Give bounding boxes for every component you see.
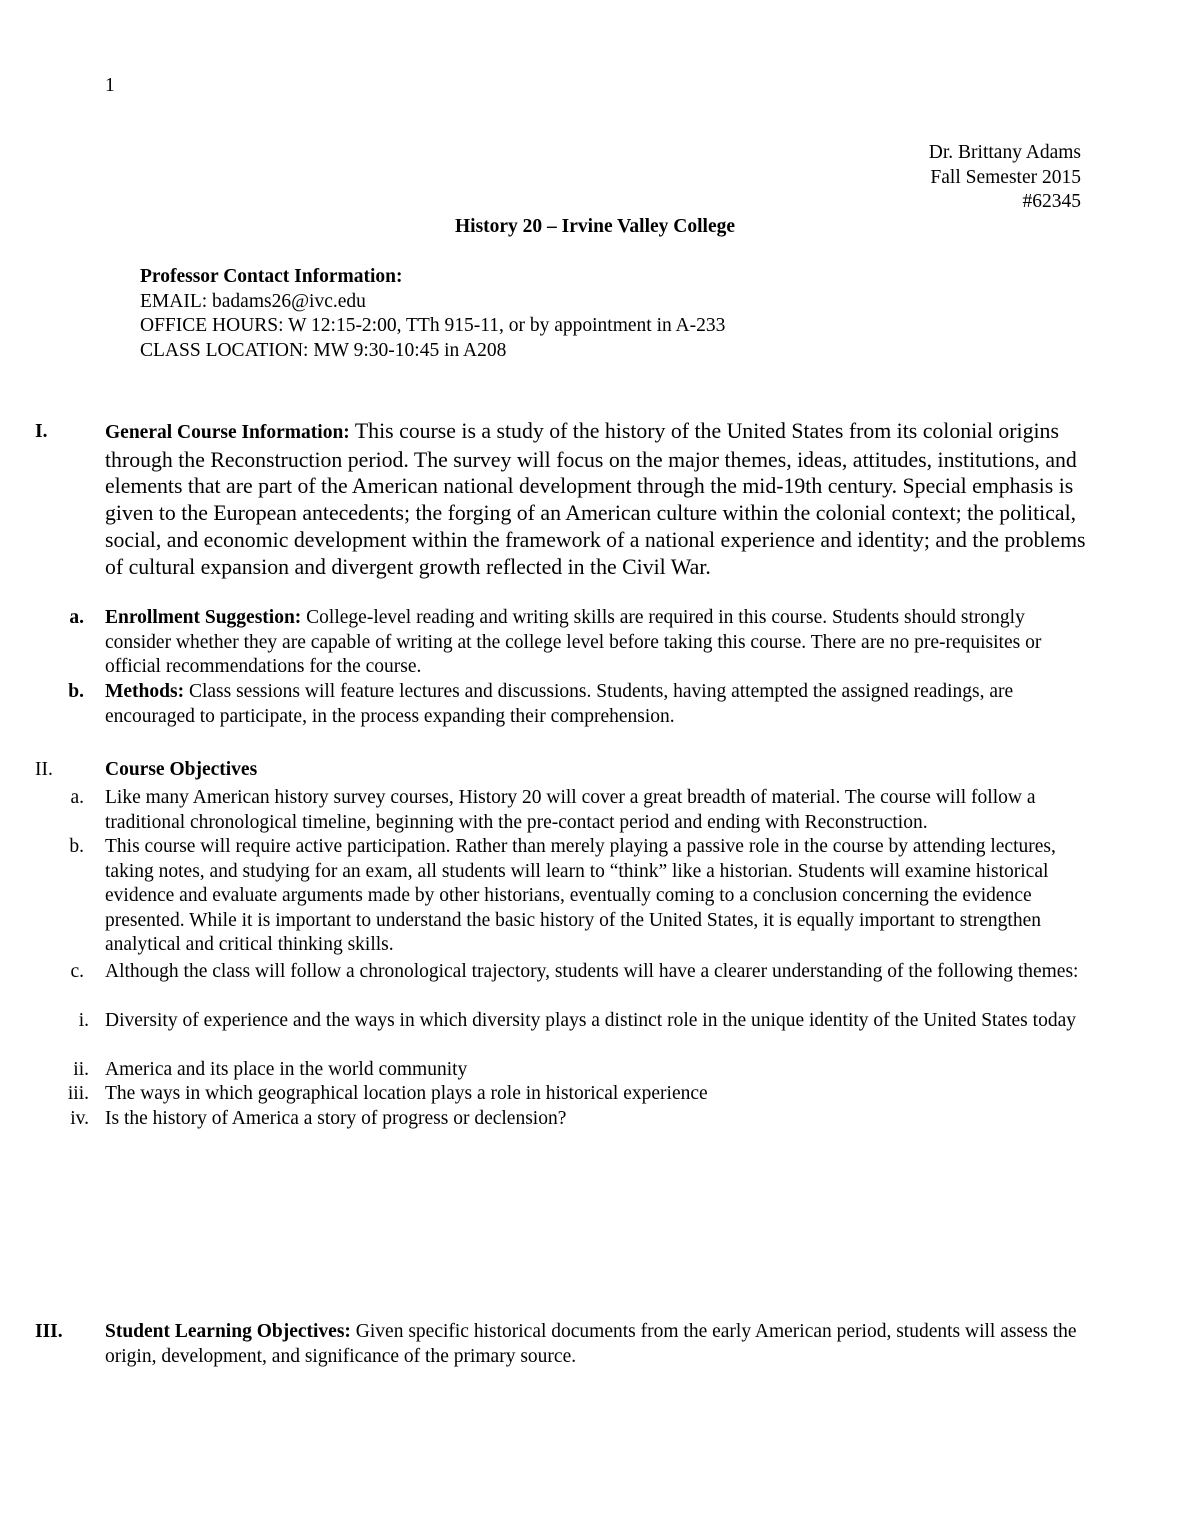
- section-2-item-b-marker: b.: [69, 836, 84, 857]
- theme-iii: The ways in which geographical location plays a role in historical experience: [105, 1083, 708, 1104]
- section-2-heading: Course Objectives: [105, 759, 258, 780]
- contact-office-hours: OFFICE HOURS: W 12:15-2:00, TTh 915-11, or by appointment in A-233: [140, 315, 726, 337]
- course-id: #62345: [1022, 191, 1081, 213]
- section-3-body: [105, 1320, 1090, 1369]
- section-2-item-c: Although the class will follow a chronological trajectory, students will have a clearer understanding of the following themes:: [105, 961, 1079, 982]
- page-number: 1: [105, 75, 115, 96]
- course-title: History 20 – Irvine Valley College: [454, 216, 736, 237]
- section-1-item-a-marker: a.: [69, 607, 84, 628]
- section-1-item-b: [105, 680, 1090, 729]
- theme-ii-marker: ii.: [73, 1059, 89, 1080]
- section-1-item-b-marker: b.: [68, 681, 84, 702]
- enrollment-heading: Enrollment Suggestion:: [105, 607, 302, 628]
- section-1-text: This course is a study of the history of the United States from its colonial origins through the Reconstruction period. The survey will focus on the major themes, ideas, attitudes, institutions, and elements that are part of the American national development through the mid-19th century. Special emphasis is given to the European antecedents; the forging of an American culture within the colonial context; the political, social, and economic development within the framework of a national experience and identity; and the problems of cultural expansion and divergent growth reflected in the Civil War.: [105, 419, 1086, 579]
- section-2-item-b: This course will require active participation. Rather than merely playing a passive role in the course by attending lectures, taking notes, and studying for an exam, all students will learn to “think” like a historian. Students will examine historical evidence and evaluate arguments made by other historians, eventually coming to a conclusion concerning the evidence presented. While it is important to understand the basic history of the United States, it is equally important to strengthen analytical and critical thinking skills.: [105, 836, 1056, 956]
- contact-email: EMAIL: badams26@ivc.edu: [140, 290, 366, 312]
- header-block: [929, 141, 1081, 215]
- contact-class-location: CLASS LOCATION: MW 9:30-10:45 in A208: [140, 339, 507, 361]
- methods-text: Class sessions will feature lectures and discussions. Students, having attempted the assigned readings, are encouraged to participate, in the process expanding their comprehension.: [105, 681, 1014, 727]
- semester: Fall Semester 2015: [930, 166, 1081, 188]
- theme-iv-marker: iv.: [70, 1108, 89, 1129]
- theme-i: Diversity of experience and the ways in which diversity plays a distinct role in the unique identity of the United States today: [105, 1010, 1076, 1031]
- section-3-text: Given specific historical documents from the early American period, students will assess the origin, development, and significance of the primary source.: [105, 1321, 1077, 1367]
- theme-ii: America and its place in the world community: [105, 1059, 468, 1080]
- section-2-numeral: II.: [35, 759, 53, 780]
- theme-iii-marker: iii.: [67, 1083, 89, 1104]
- methods-heading: Methods:: [105, 681, 185, 702]
- section-3-numeral: III.: [35, 1321, 63, 1342]
- section-1-body: [105, 418, 1090, 580]
- section-2-item-a-marker: a.: [70, 787, 84, 808]
- theme-iv: Is the history of America a story of progress or declension?: [105, 1108, 567, 1129]
- theme-i-marker: i.: [78, 1010, 89, 1031]
- section-3-heading: Student Learning Objectives:: [105, 1321, 351, 1342]
- enrollment-text: College-level reading and writing skills are required in this course. Students should strongly consider whether they are capable of writing at the college level before taking this course. There are no pre-requisites or official recommendations for the course.: [105, 607, 1042, 678]
- section-2-item-c-marker: c.: [70, 961, 84, 982]
- section-1-heading: General Course Information:: [105, 422, 350, 443]
- contact-block: [140, 265, 725, 363]
- section-1-numeral: I.: [35, 421, 48, 442]
- professor-name: Dr. Brittany Adams: [928, 142, 1081, 163]
- section-2-item-a: Like many American history survey courses, History 20 will cover a great breadth of material. The course will follow a traditional chronological timeline, beginning with the pre-contact period and ending with Reconstruction.: [105, 787, 1036, 833]
- contact-heading: Professor Contact Information:: [140, 266, 403, 287]
- section-1-item-a: [105, 606, 1090, 680]
